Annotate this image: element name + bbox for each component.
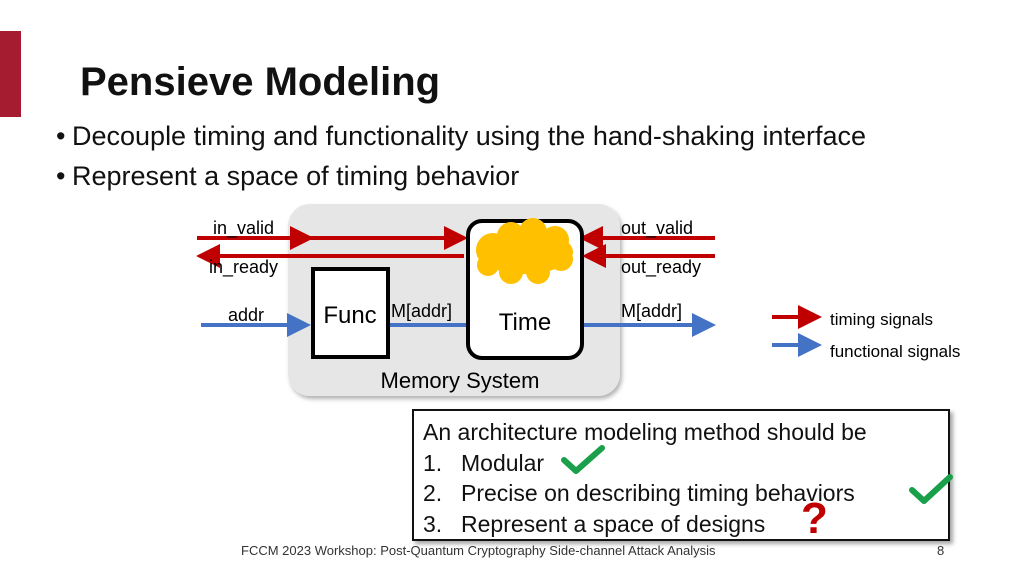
out-ready-label: out_ready [621,257,702,277]
maddr-mid-label: M[addr] [391,301,453,321]
callout-intro: An architecture modeling method should be [423,419,867,445]
out-valid-label: out_valid [621,218,694,238]
bullet-text: Represent a space of timing behavior [72,161,520,191]
bullet-dot: • [56,121,66,151]
memory-system-label: Memory System [380,368,540,393]
in-valid-label: in_valid [213,218,275,238]
footer-text: FCCM 2023 Workshop: Post-Quantum Cryptography Side-channel Attack Analysis [241,543,716,558]
time-label: Time [498,309,552,336]
item-text: Represent a space of designs [461,510,766,537]
item-text: Precise on describing timing behaviors [461,480,855,506]
legend-timing-label: timing signals [830,310,933,329]
addr-label: addr [228,305,265,325]
item-text: Modular [461,449,545,476]
check-icon [560,444,606,476]
question-icon: ? [801,494,828,543]
in-ready-label: in_ready [209,257,279,277]
func-label: Func [323,302,377,329]
legend-functional-label: functional signals [830,342,961,361]
bullet-dot: • [56,161,66,191]
requirements-callout [412,409,950,541]
slide-title: Pensieve Modeling [80,60,441,104]
callout-item [423,478,948,509]
maddr-out-label: M[addr] [621,301,683,321]
page-number: 8 [937,543,945,558]
item-number: 1. [423,449,443,476]
item-number: 2. [423,480,443,506]
bullet-text: Decouple timing and functionality using the hand-shaking interface [72,121,866,151]
callout-item [423,509,948,540]
check-icon [908,472,954,506]
callout-item [423,448,948,479]
item-number: 3. [423,510,443,537]
